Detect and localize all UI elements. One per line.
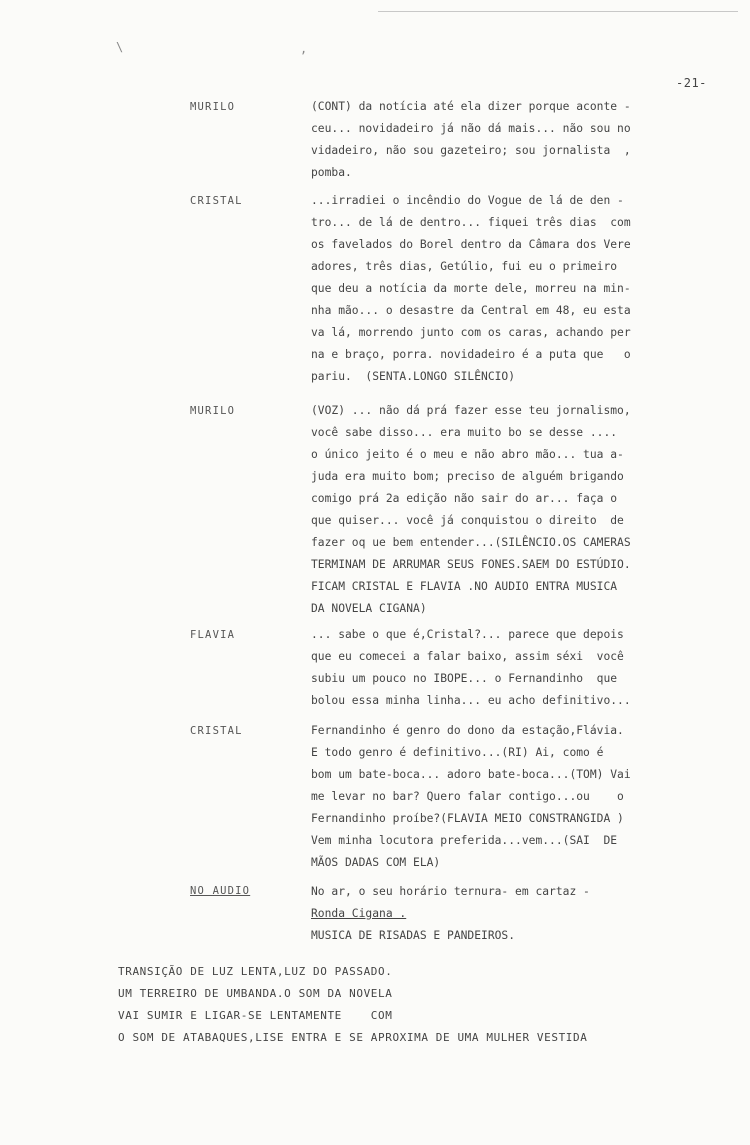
dialogue-line: os favelados do Borel dentro da Câmara dos Vere: [311, 238, 631, 251]
dialogue-line: DA NOVELA CIGANA): [311, 602, 427, 615]
dialogue-line: Fernandinho é genro do dono da estação,Flávia.: [311, 724, 624, 737]
audio-cue-line: No ar, o seu horário ternura- em cartaz -: [311, 885, 590, 898]
dialogue-line: Fernandinho proíbe?(FLAVIA MEIO CONSTRANGIDA ): [311, 812, 624, 825]
page-number: -21-: [676, 76, 707, 90]
page-top-edge: [378, 11, 738, 12]
dialogue-line: ceu... novidadeiro já não dá mais... não sou no: [311, 122, 631, 135]
stage-direction: VAI SUMIR E LIGAR-SE LENTAMENTE COM: [118, 1009, 393, 1022]
speaker-name: CRISTAL: [190, 195, 243, 207]
dialogue-line: juda era muito bom; preciso de alguém brigando: [311, 470, 624, 483]
dialogue-line: que quiser... você já conquistou o direito de: [311, 514, 624, 527]
audio-cue-line: MUSICA DE RISADAS E PANDEIROS.: [311, 929, 516, 942]
speaker-name: MURILO: [190, 101, 236, 113]
dialogue-line: TERMINAM DE ARRUMAR SEUS FONES.SAEM DO ESTÚDIO.: [311, 558, 631, 571]
dialogue-line: que deu a notícia da morte dele, morreu na min-: [311, 282, 631, 295]
stray-mark: ,: [300, 42, 308, 56]
speaker-name: CRISTAL: [190, 725, 243, 737]
dialogue-line: bom um bate-boca... adoro bate-boca...(TOM) Vai: [311, 768, 631, 781]
dialogue-line: vidadeiro, não sou gazeteiro; sou jornalista ,: [311, 144, 631, 157]
dialogue-line: pariu. (SENTA.LONGO SILÊNCIO): [311, 370, 516, 383]
dialogue-line: o único jeito é o meu e não abro mão... tua a-: [311, 448, 624, 461]
audio-cue-title: Ronda Cigana .: [311, 907, 407, 920]
dialogue-line: fazer oq ue bem entender...(SILÊNCIO.OS CAMERAS: [311, 536, 631, 549]
dialogue-line: E todo genro é definitivo...(RI) Ai, como é: [311, 746, 604, 759]
dialogue-line: ...irradiei o incêndio do Vogue de lá de den -: [311, 194, 624, 207]
dialogue-line: ... sabe o que é,Cristal?... parece que depois: [311, 628, 624, 641]
dialogue-line: você sabe disso... era muito bo se desse ....: [311, 426, 618, 439]
stray-mark: \: [116, 40, 124, 54]
dialogue-line: tro... de lá de dentro... fiquei três dias com: [311, 216, 631, 229]
dialogue-line: que eu comecei a falar baixo, assim séxi você: [311, 650, 624, 663]
dialogue-line: MÃOS DADAS COM ELA): [311, 856, 441, 869]
dialogue-line: va lá, morrendo junto com os caras, achando per: [311, 326, 631, 339]
dialogue-line: pomba.: [311, 166, 352, 179]
dialogue-line: FICAM CRISTAL E FLAVIA .NO AUDIO ENTRA MUSICA: [311, 580, 618, 593]
stage-direction: O SOM DE ATABAQUES,LISE ENTRA E SE APROXIMA DE UMA MULHER VESTIDA: [118, 1031, 588, 1044]
dialogue-line: adores, três dias, Getúlio, fui eu o primeiro: [311, 260, 618, 273]
dialogue-line: (CONT) da notícia até ela dizer porque aconte -: [311, 100, 631, 113]
dialogue-line: Vem minha locutora preferida...vem...(SAI DE: [311, 834, 618, 847]
dialogue-line: comigo prá 2a edição não sair do ar... faça o: [311, 492, 618, 505]
speaker-name: FLAVIA: [190, 629, 236, 641]
stage-direction: TRANSIÇÃO DE LUZ LENTA,LUZ DO PASSADO.: [118, 965, 393, 978]
dialogue-line: me levar no bar? Quero falar contigo...ou o: [311, 790, 624, 803]
dialogue-line: na e braço, porra. novidadeiro é a puta que o: [311, 348, 631, 361]
dialogue-line: subiu um pouco no IBOPE... o Fernandinho que: [311, 672, 618, 685]
dialogue-line: (VOZ) ... não dá prá fazer esse teu jornalismo,: [311, 404, 631, 417]
dialogue-line: bolou essa minha linha... eu acho definitivo...: [311, 694, 631, 707]
audio-cue-label: NO AUDIO: [190, 885, 251, 897]
speaker-name: MURILO: [190, 405, 236, 417]
dialogue-line: nha mão... o desastre da Central em 48, eu esta: [311, 304, 631, 317]
stage-direction: UM TERREIRO DE UMBANDA.O SOM DA NOVELA: [118, 987, 393, 1000]
